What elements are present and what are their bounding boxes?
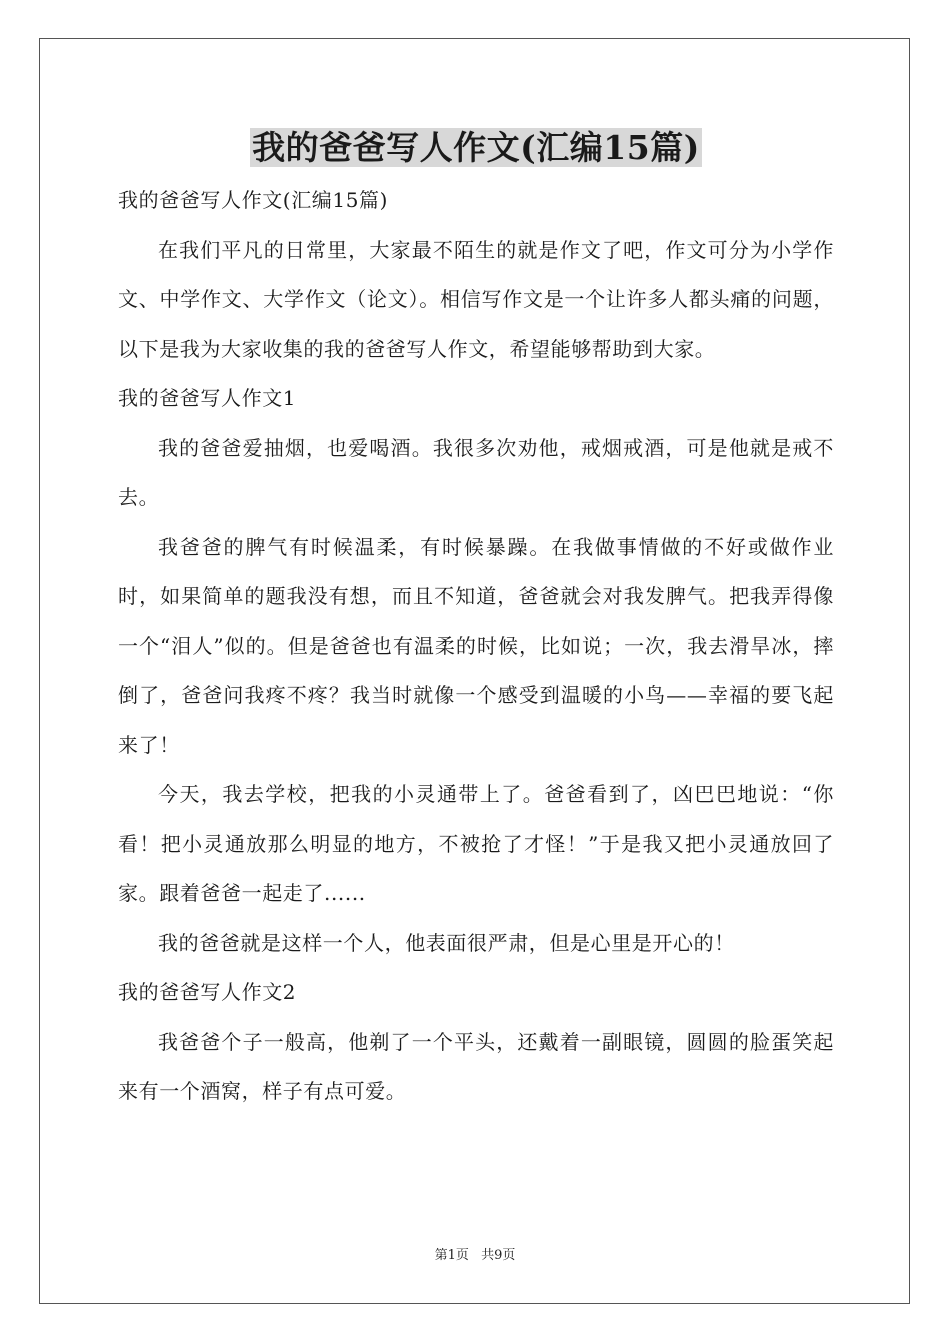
essay-2-heading: 我的爸爸写人作文2 [118, 980, 297, 1004]
essay-1-paragraph-4: 我的爸爸就是这样一个人，他表面很严肃，但是心里是开心的！ [158, 930, 735, 955]
essay-1-heading: 我的爸爸写人作文1 [118, 386, 297, 410]
essay-1-paragraph-1: 我的爸爸爱抽烟，也爱喝酒。我很多次劝他，戒烟戒酒，可是他就是戒不去。 [118, 435, 834, 509]
page-number-total: 共9页 [481, 1248, 516, 1263]
document-title-text: 我的爸爸写人作文(汇编15篇) [252, 128, 700, 167]
document-subtitle: 我的爸爸写人作文(汇编15篇) [118, 188, 389, 212]
document-title [118, 124, 834, 172]
essay-1-paragraph-2: 我爸爸的脾气有时候温柔，有时候暴躁。在我做事情做的不好或做作业时，如果简单的题我没有想，而且不知道，爸爸就会对我发脾气。把我弄得像一个“泪人”似的。但是爸爸也有温柔的时候，比如说；一次，我去滑旱冰，摔倒了，爸爸问我疼不疼？我当时就像一个感受到温暖的小鸟——幸福的要飞起来了！ [118, 534, 834, 757]
page-footer [0, 1247, 950, 1265]
essay-2-paragraph-1: 我爸爸个子一般高，他剃了一个平头，还戴着一副眼镜，圆圆的脸蛋笑起来有一个酒窝，样子有点可爱。 [118, 1029, 834, 1103]
page-number-current: 第1页 [434, 1248, 469, 1263]
document-body [118, 124, 834, 1117]
intro-paragraph: 在我们平凡的日常里，大家最不陌生的就是作文了吧，作文可分为小学作文、中学作文、大学作文（论文）。相信写作文是一个让许多人都头痛的问题，以下是我为大家收集的我的爸爸写人作文，希望能够帮助到大家。 [118, 237, 834, 361]
essay-1-paragraph-3: 今天，我去学校，把我的小灵通带上了。爸爸看到了，凶巴巴地说：“你看！把小灵通放那么明显的地方，不被抢了才怪！”于是我又把小灵通放回了家。跟着爸爸一起走了...... [118, 782, 834, 905]
